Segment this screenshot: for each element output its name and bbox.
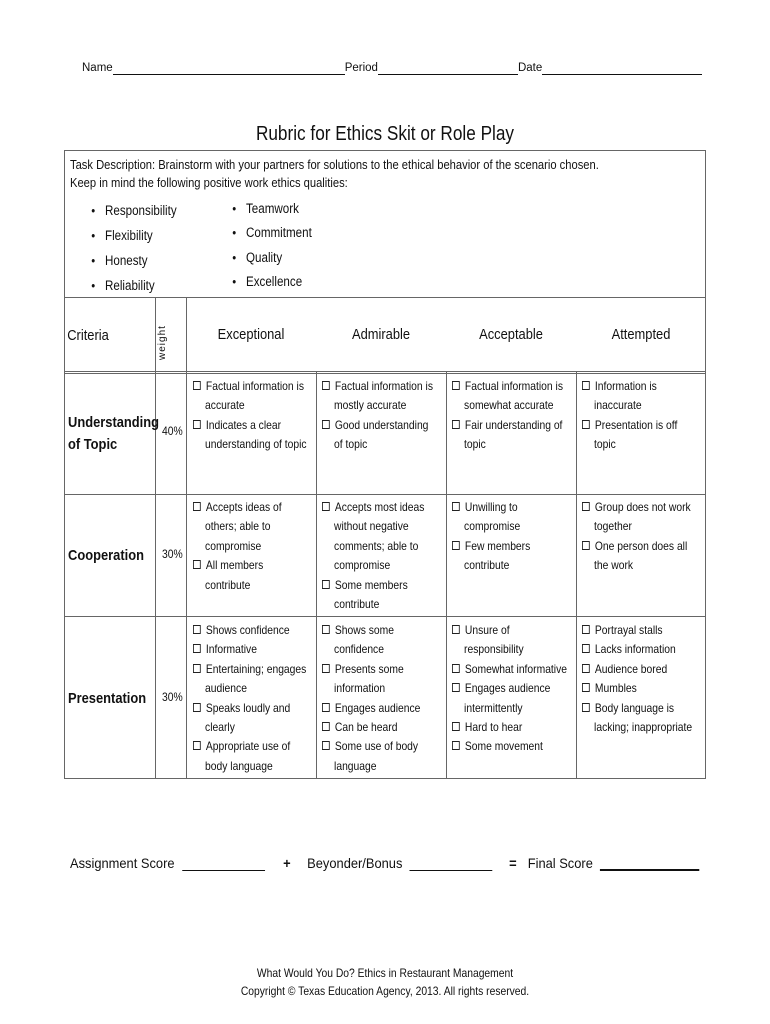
weight-cooperation: 30% bbox=[162, 549, 183, 561]
cell-understanding-admirable bbox=[322, 377, 439, 455]
period-line[interactable] bbox=[378, 62, 518, 75]
col-line-criteria bbox=[155, 297, 156, 779]
cell-cooperation-admirable bbox=[322, 498, 439, 614]
criterion-understanding: Understanding of Topic bbox=[68, 414, 160, 453]
name-label: Name bbox=[82, 62, 113, 74]
criteria-checkbox-item[interactable]: Shows confidence bbox=[193, 621, 310, 640]
criteria-checkbox-item[interactable]: Engages audience bbox=[322, 699, 439, 718]
cell-presentation-exceptional bbox=[193, 621, 310, 776]
criteria-checkbox-item[interactable]: Mumbles bbox=[582, 679, 699, 698]
header-fields bbox=[82, 62, 702, 75]
criteria-checkbox-item[interactable]: Informative bbox=[193, 640, 310, 659]
criteria-checkbox-item[interactable]: Factual information is somewhat accurate bbox=[452, 377, 569, 416]
criteria-checkbox-item[interactable]: Unsure of responsibility bbox=[452, 621, 569, 660]
cell-understanding-attempted bbox=[582, 377, 699, 455]
final-score-label: Final Score bbox=[527, 855, 593, 871]
bonus-label: Beyonder/Bonus bbox=[307, 855, 403, 871]
col-line-1 bbox=[316, 371, 317, 779]
quality-item: • Responsibility bbox=[105, 203, 177, 218]
col-line-3 bbox=[576, 371, 577, 779]
criteria-checkbox-item[interactable]: Entertaining; engages audience bbox=[193, 660, 310, 699]
quality-item: • Commitment bbox=[246, 225, 312, 240]
cell-cooperation-attempted bbox=[582, 498, 699, 576]
assignment-score-field[interactable] bbox=[182, 856, 265, 871]
criteria-checkbox-item[interactable]: Engages audience intermittently bbox=[452, 679, 569, 718]
weight-understanding: 40% bbox=[162, 426, 183, 438]
quality-item: • Quality bbox=[246, 250, 282, 265]
criteria-header: Criteria bbox=[67, 327, 109, 344]
equals-sign: = bbox=[509, 855, 517, 871]
weight-header: weight bbox=[157, 325, 168, 360]
col-line-weight bbox=[186, 297, 187, 779]
task-line-1: Task Description: Brainstorm with your partners for solutions to the ethical behavior of the scenario chosen. bbox=[70, 157, 599, 172]
divider-row1 bbox=[64, 494, 706, 495]
period-label: Period bbox=[344, 62, 378, 74]
criteria-checkbox-item[interactable]: Somewhat informative bbox=[452, 660, 569, 679]
criteria-checkbox-item[interactable]: Some members contribute bbox=[322, 576, 439, 615]
col-line-2 bbox=[446, 371, 447, 779]
criterion-cooperation: Cooperation bbox=[68, 547, 144, 564]
divider-task bbox=[64, 297, 706, 298]
cell-presentation-attempted bbox=[582, 621, 699, 737]
cell-cooperation-acceptable bbox=[452, 498, 569, 576]
criteria-checkbox-item[interactable]: All members contribute bbox=[193, 556, 310, 595]
criteria-checkbox-item[interactable]: Some movement bbox=[452, 737, 569, 756]
bonus-field[interactable] bbox=[410, 856, 493, 871]
quality-item: • Excellence bbox=[246, 274, 302, 289]
cell-understanding-exceptional bbox=[193, 377, 310, 455]
criteria-checkbox-item[interactable]: Indicates a clear understanding of topic bbox=[193, 416, 310, 455]
cell-presentation-admirable bbox=[322, 621, 439, 776]
cell-presentation-acceptable bbox=[452, 621, 569, 757]
criteria-checkbox-item[interactable]: Factual information is mostly accurate bbox=[322, 377, 439, 416]
level-header-admirable: Admirable bbox=[351, 326, 411, 343]
criteria-checkbox-item[interactable]: Accepts most ideas without negative comments; able to compromise bbox=[322, 498, 439, 576]
cell-cooperation-exceptional bbox=[193, 498, 310, 595]
quality-item: • Reliability bbox=[105, 278, 155, 293]
quality-item: • Teamwork bbox=[246, 201, 299, 216]
criteria-checkbox-item[interactable]: Some use of body language bbox=[322, 737, 439, 776]
quality-item: • Honesty bbox=[105, 253, 148, 268]
final-score-field[interactable] bbox=[600, 855, 699, 871]
criteria-checkbox-item[interactable]: Fair understanding of topic bbox=[452, 416, 569, 455]
criteria-checkbox-item[interactable]: Presentation is off topic bbox=[582, 416, 699, 455]
weight-presentation: 30% bbox=[162, 692, 183, 704]
criteria-checkbox-item[interactable]: Hard to hear bbox=[452, 718, 569, 737]
criteria-checkbox-item[interactable]: Audience bored bbox=[582, 660, 699, 679]
criteria-checkbox-item[interactable]: Accepts ideas of others; able to compromise bbox=[193, 498, 310, 556]
date-line[interactable] bbox=[542, 62, 702, 75]
criteria-checkbox-item[interactable]: Lacks information bbox=[582, 640, 699, 659]
criteria-checkbox-item[interactable]: Speaks loudly and clearly bbox=[193, 699, 310, 738]
criterion-presentation: Presentation bbox=[68, 690, 147, 707]
criteria-checkbox-item[interactable]: Good understanding of topic bbox=[322, 416, 439, 455]
criteria-checkbox-item[interactable]: Can be heard bbox=[322, 718, 439, 737]
quality-item: • Flexibility bbox=[105, 228, 153, 243]
footer-copyright: Copyright © Texas Education Agency, 2013. All rights reserved. bbox=[240, 984, 530, 998]
cell-understanding-acceptable bbox=[452, 377, 569, 455]
plus-sign: + bbox=[283, 855, 291, 871]
footer-course: What Would You Do? Ethics in Restaurant Management bbox=[256, 966, 514, 980]
criteria-checkbox-item[interactable]: Information is inaccurate bbox=[582, 377, 699, 416]
criteria-checkbox-item[interactable]: Shows some confidence bbox=[322, 621, 439, 660]
criteria-checkbox-item[interactable]: Few members contribute bbox=[452, 537, 569, 576]
page-title: Rubric for Ethics Skit or Role Play bbox=[255, 123, 515, 145]
score-line bbox=[70, 855, 700, 871]
criteria-checkbox-item[interactable]: Portrayal stalls bbox=[582, 621, 699, 640]
task-description bbox=[70, 156, 612, 192]
criteria-checkbox-item[interactable]: One person does all the work bbox=[582, 537, 699, 576]
level-header-acceptable: Acceptable bbox=[479, 326, 543, 343]
task-line-2: Keep in mind the following positive work ethics qualities: bbox=[70, 175, 348, 190]
criteria-checkbox-item[interactable]: Appropriate use of body language bbox=[193, 737, 310, 776]
criteria-checkbox-item[interactable]: Group does not work together bbox=[582, 498, 699, 537]
divider-row2 bbox=[64, 616, 706, 617]
assignment-score-label: Assignment Score bbox=[70, 855, 175, 871]
level-header-attempted: Attempted bbox=[611, 326, 671, 343]
criteria-checkbox-item[interactable]: Unwilling to compromise bbox=[452, 498, 569, 537]
criteria-checkbox-item[interactable]: Body language is lacking; inappropriate bbox=[582, 699, 699, 738]
footer bbox=[54, 964, 716, 1000]
name-line[interactable] bbox=[113, 62, 345, 75]
criteria-checkbox-item[interactable]: Factual information is accurate bbox=[193, 377, 310, 416]
criteria-checkbox-item[interactable]: Presents some information bbox=[322, 660, 439, 699]
divider-header bbox=[64, 371, 706, 374]
date-label: Date bbox=[517, 62, 543, 74]
level-header-exceptional: Exceptional bbox=[217, 326, 285, 343]
